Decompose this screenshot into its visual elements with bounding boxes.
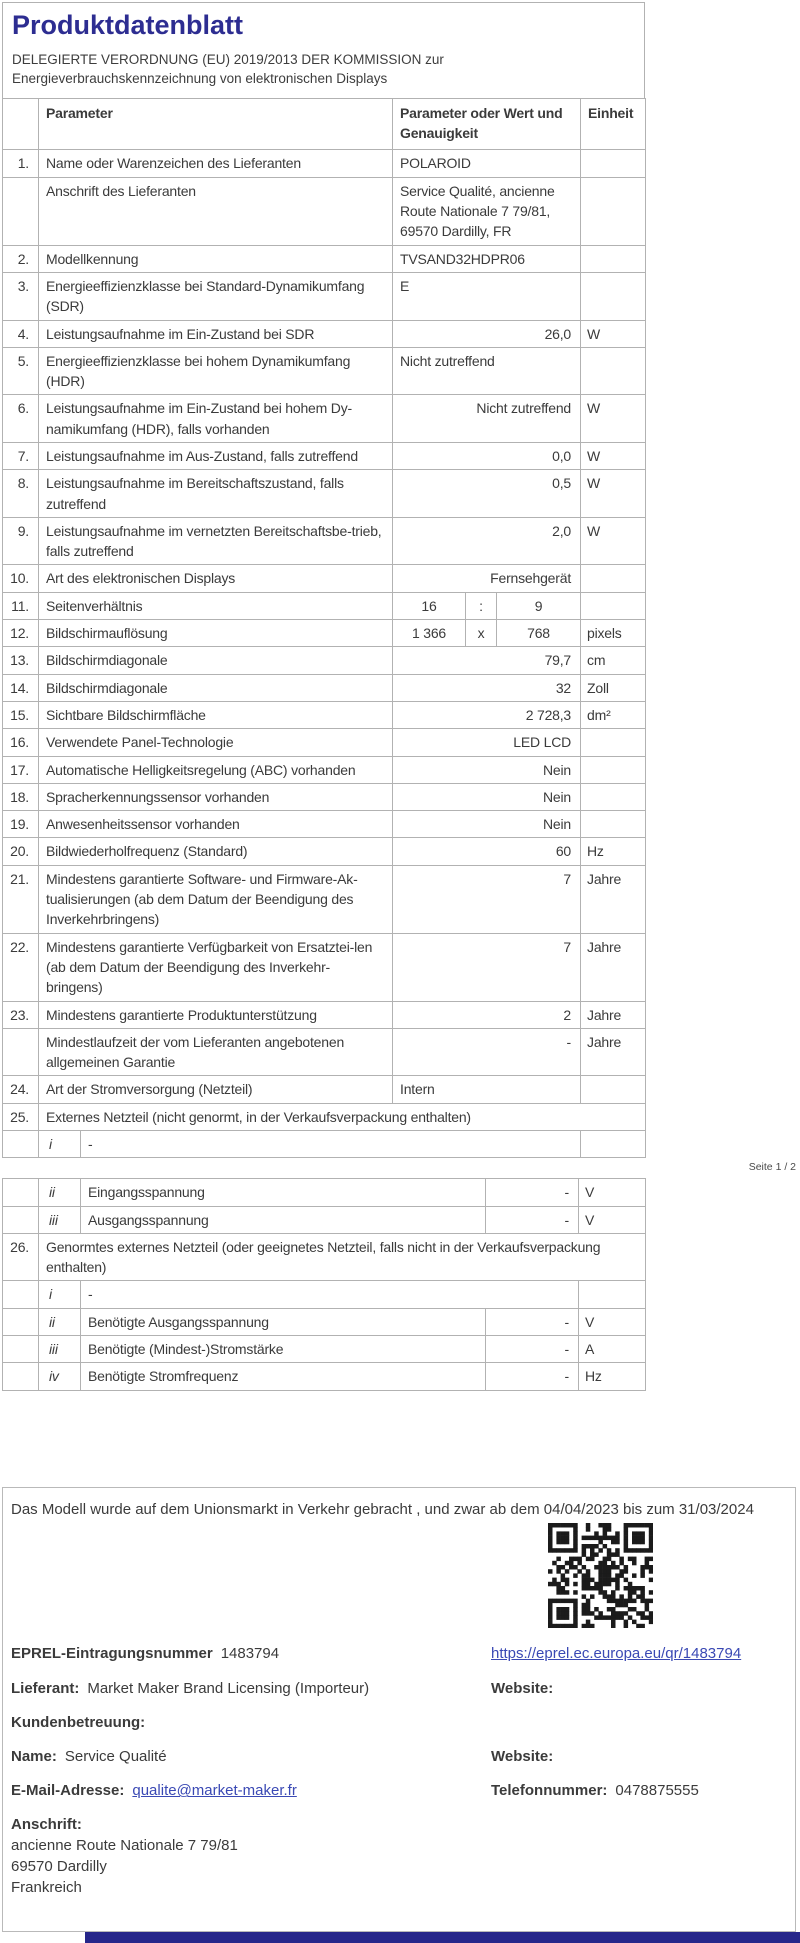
table-row	[3, 517, 646, 565]
row-number	[3, 1308, 39, 1335]
row-unit: V	[579, 1206, 646, 1233]
row-number: 8.	[3, 470, 39, 518]
row-roman: ii	[39, 1179, 81, 1206]
row-number: 14.	[3, 674, 39, 701]
row-unit: W	[581, 470, 646, 518]
anschrift-label: Anschrift:	[11, 1815, 82, 1833]
row-number: 25.	[3, 1103, 39, 1130]
row-number: 24.	[3, 1076, 39, 1103]
row-value: -	[486, 1363, 579, 1390]
table-row	[3, 1206, 646, 1233]
name-row	[11, 1746, 783, 1767]
row-value: -	[393, 1028, 581, 1076]
table-row	[3, 701, 646, 728]
website-label: Website:	[491, 1680, 554, 1698]
table-row	[3, 442, 646, 469]
row-number: 19.	[3, 811, 39, 838]
table-row	[3, 756, 646, 783]
row-unit: W	[581, 320, 646, 347]
row-label: Ausgangsspannung	[81, 1206, 486, 1233]
row-label: Name oder Warenzeichen des Lieferanten	[39, 150, 393, 177]
row-number: 17.	[3, 756, 39, 783]
page-subtitle: DELEGIERTE VERORDNUNG (EU) 2019/2013 DER KOMMISSION zur Energieverbrauchskennzeichnung von elektronischen Displays	[12, 52, 444, 86]
row-label: Benötigte (Mindest-)Stromstärke	[81, 1336, 486, 1363]
table-row	[3, 395, 646, 443]
row-unit: cm	[581, 647, 646, 674]
email-cell	[11, 1780, 491, 1803]
row-unit	[581, 592, 646, 619]
row-value: 0,5	[393, 470, 581, 518]
row-unit: V	[579, 1308, 646, 1335]
qr-code	[548, 1523, 653, 1628]
row-label: Genormtes externes Netzteil (oder geeignetes Netzteil, falls nicht in der Verkaufsverpackung enthalten)	[39, 1233, 646, 1281]
table-row	[3, 1103, 646, 1130]
row-unit: dm²	[581, 701, 646, 728]
row-value: 7	[393, 865, 581, 933]
address-line: 69570 Dardilly	[11, 1857, 107, 1875]
row-number: 5.	[3, 347, 39, 395]
eprel-label: EPREL-Eintragungsnummer	[11, 1644, 213, 1662]
row-value: Fernsehgerät	[393, 565, 581, 592]
row-unit: W	[581, 442, 646, 469]
row-value: Nicht zutreffend	[393, 395, 581, 443]
row-value: 1 366	[393, 620, 466, 647]
address-line: ancienne Route Nationale 7 79/81	[11, 1836, 238, 1854]
row-unit	[581, 347, 646, 395]
document-header	[2, 2, 645, 98]
table-row	[3, 1308, 646, 1335]
name-label: Name:	[11, 1748, 57, 1766]
table-row	[3, 838, 646, 865]
row-number	[3, 177, 39, 245]
row-value: Intern	[393, 1076, 581, 1103]
anschrift-block	[11, 1814, 783, 1898]
row-unit	[581, 272, 646, 320]
kundenbetreuung-cell	[11, 1712, 491, 1733]
row-roman: i	[39, 1281, 81, 1308]
row-unit: pixels	[581, 620, 646, 647]
market-statement: Das Modell wurde auf dem Unionsmarkt in Verkehr gebracht , und zwar ab dem 04/04/2023 bis zum 31/03/2024	[11, 1501, 754, 1518]
row-value: 0,0	[393, 442, 581, 469]
table-row	[3, 647, 646, 674]
eprel-link-cell	[491, 1643, 783, 1666]
table-row	[3, 620, 646, 647]
row-unit	[581, 811, 646, 838]
row-value: 79,7	[393, 647, 581, 674]
page-marker: Seite 1 / 2	[748, 1161, 796, 1174]
row-value: Nein	[393, 783, 581, 810]
row-unit	[581, 1076, 646, 1103]
row-unit: Jahre	[581, 865, 646, 933]
website-cell	[491, 1678, 783, 1699]
row-number: 11.	[3, 592, 39, 619]
row-label: Anwesenheitssensor vorhanden	[39, 811, 393, 838]
row-label: Eingangsspannung	[81, 1179, 486, 1206]
row-label: Leistungsaufnahme im Ein-Zustand bei hohem Dy-namikumfang (HDR), falls vorhanden	[39, 395, 393, 443]
document	[0, 2, 800, 1896]
row-label: Mindestens garantierte Verfügbarkeit von Ersatztei-len (ab dem Datum der Beendigung des Inverkehr-bringens)	[39, 933, 393, 1001]
row-roman: iii	[39, 1206, 81, 1233]
row-label: Mindestens garantierte Software- und Firmware-Ak-tualisierungen (ab dem Datum der Beendigung des Inverkehrbringens)	[39, 865, 393, 933]
row-value: LED LCD	[393, 729, 581, 756]
row-value: 2 728,3	[393, 701, 581, 728]
row-value: 26,0	[393, 320, 581, 347]
eprel-link[interactable]: https://eprel.ec.europa.eu/qr/1483794	[491, 1644, 742, 1662]
website-label: Website:	[491, 1748, 554, 1766]
table-row	[3, 565, 646, 592]
lieferant-label: Lieferant:	[11, 1680, 80, 1698]
name-cell	[11, 1746, 491, 1767]
table-row	[3, 1363, 646, 1390]
row-value: 2	[393, 1001, 581, 1028]
table-row	[3, 592, 646, 619]
row-number	[3, 1179, 39, 1206]
row-unit: Hz	[579, 1363, 646, 1390]
row-label: Leistungsaufnahme im vernetzten Bereitschaftsbe-trieb, falls zutreffend	[39, 517, 393, 565]
row-number: 4.	[3, 320, 39, 347]
row-number: 23.	[3, 1001, 39, 1028]
row-label: Mindestlaufzeit der vom Lieferanten angebotenen allgemeinen Garantie	[39, 1028, 393, 1076]
row-roman: iii	[39, 1336, 81, 1363]
row-unit	[579, 1281, 646, 1308]
row-separator: :	[466, 592, 497, 619]
row-unit: W	[581, 395, 646, 443]
row-separator: x	[466, 620, 497, 647]
row-label: -	[81, 1131, 581, 1158]
phone-value: 0478875555	[615, 1782, 699, 1800]
table-row	[3, 245, 646, 272]
row-label: Automatische Helligkeitsregelung (ABC) vorhanden	[39, 756, 393, 783]
eprel-row	[11, 1643, 783, 1666]
row-unit: Jahre	[581, 1028, 646, 1076]
header-value: Parameter oder Wert und Genauigkeit	[393, 98, 581, 150]
row-roman: iv	[39, 1363, 81, 1390]
parameter-table-page1	[2, 98, 646, 1158]
row-unit	[581, 729, 646, 756]
table-row	[3, 1336, 646, 1363]
table-row	[3, 320, 646, 347]
row-number: 16.	[3, 729, 39, 756]
row-label: Seitenverhältnis	[39, 592, 393, 619]
row-unit	[581, 1131, 646, 1158]
row-unit: W	[581, 517, 646, 565]
row-roman: i	[39, 1131, 81, 1158]
phone-cell	[491, 1780, 783, 1801]
row-label: Art des elektronischen Displays	[39, 565, 393, 592]
row-roman: ii	[39, 1308, 81, 1335]
table-row	[3, 674, 646, 701]
lieferant-cell	[11, 1678, 491, 1699]
row-value: -	[486, 1206, 579, 1233]
row-number	[3, 1028, 39, 1076]
row-unit: Hz	[581, 838, 646, 865]
header-parameter: Parameter	[39, 98, 393, 150]
row-value: 9	[497, 592, 581, 619]
table-row	[3, 783, 646, 810]
row-number: 12.	[3, 620, 39, 647]
row-number: 18.	[3, 783, 39, 810]
table-row	[3, 272, 646, 320]
address-line: Frankreich	[11, 1878, 82, 1896]
row-value: 60	[393, 838, 581, 865]
table-row	[3, 1233, 646, 1281]
row-value: -	[486, 1336, 579, 1363]
row-value: TVSAND32HDPR06	[393, 245, 581, 272]
table-row	[3, 150, 646, 177]
row-number: 15.	[3, 701, 39, 728]
eprel-number: 1483794	[220, 1644, 280, 1662]
table-row	[3, 1281, 646, 1308]
row-label: Verwendete Panel-Technologie	[39, 729, 393, 756]
table-row	[3, 347, 646, 395]
row-number: 10.	[3, 565, 39, 592]
row-label: -	[81, 1281, 579, 1308]
lieferant-value: Market Maker Brand Licensing (Importeur)	[87, 1680, 370, 1698]
row-unit	[581, 245, 646, 272]
row-label: Bildschirmdiagonale	[39, 674, 393, 701]
table-row	[3, 177, 646, 245]
row-number: 3.	[3, 272, 39, 320]
row-number: 20.	[3, 838, 39, 865]
row-label: Benötigte Stromfrequenz	[81, 1363, 486, 1390]
table-row	[3, 1076, 646, 1103]
row-unit	[581, 150, 646, 177]
header-unit: Einheit	[581, 98, 646, 150]
parameter-table-page2	[2, 1178, 646, 1390]
table2-body	[3, 1179, 646, 1390]
table-row	[3, 865, 646, 933]
table1-body	[3, 150, 646, 1158]
row-unit: Zoll	[581, 674, 646, 701]
table-row	[3, 470, 646, 518]
row-number: 7.	[3, 442, 39, 469]
table-row	[3, 1001, 646, 1028]
table-header-row	[3, 98, 646, 150]
row-label: Benötigte Ausgangsspannung	[81, 1308, 486, 1335]
row-number: 13.	[3, 647, 39, 674]
row-label: Modellkennung	[39, 245, 393, 272]
row-value: Nein	[393, 756, 581, 783]
row-value: 2,0	[393, 517, 581, 565]
row-number: 9.	[3, 517, 39, 565]
row-label: Mindestens garantierte Produktunterstützung	[39, 1001, 393, 1028]
website2-cell	[491, 1746, 783, 1767]
row-value: -	[486, 1179, 579, 1206]
row-value: 32	[393, 674, 581, 701]
table-row	[3, 1131, 646, 1158]
table-row	[3, 933, 646, 1001]
row-number: 26.	[3, 1233, 39, 1281]
row-value: 7	[393, 933, 581, 1001]
row-unit: Jahre	[581, 1001, 646, 1028]
supplier-info-box	[2, 1487, 796, 1932]
row-number	[3, 1281, 39, 1308]
bottom-blue-bar	[85, 1932, 800, 1943]
row-label: Art der Stromversorgung (Netzteil)	[39, 1076, 393, 1103]
row-label: Bildschirmdiagonale	[39, 647, 393, 674]
row-value: Nicht zutreffend	[393, 347, 581, 395]
row-unit: Jahre	[581, 933, 646, 1001]
row-number	[3, 1363, 39, 1390]
page-title: Produktdatenblatt	[12, 10, 244, 40]
row-label: Bildwiederholfrequenz (Standard)	[39, 838, 393, 865]
name-value: Service Qualité	[64, 1748, 167, 1766]
row-value: POLAROID	[393, 150, 581, 177]
row-unit: A	[579, 1336, 646, 1363]
row-value: Service Qualité, ancienne Route Nationale 7 79/81, 69570 Dardilly, FR	[393, 177, 581, 245]
row-number: 22.	[3, 933, 39, 1001]
row-label: Bildschirmauflösung	[39, 620, 393, 647]
table-row	[3, 729, 646, 756]
row-label: Spracherkennungssensor vorhanden	[39, 783, 393, 810]
row-label: Energieeffizienzklasse bei Standard-Dynamikumfang (SDR)	[39, 272, 393, 320]
qr-row	[11, 1523, 783, 1630]
row-number	[3, 1131, 39, 1158]
row-value: 16	[393, 592, 466, 619]
row-value: E	[393, 272, 581, 320]
row-value: Nein	[393, 811, 581, 838]
table-row	[3, 811, 646, 838]
row-label: Sichtbare Bildschirmfläche	[39, 701, 393, 728]
table-row	[3, 1028, 646, 1076]
email-row	[11, 1780, 783, 1803]
row-number: 21.	[3, 865, 39, 933]
row-label: Anschrift des Lieferanten	[39, 177, 393, 245]
email-label: E-Mail-Adresse:	[11, 1782, 125, 1800]
row-label: Leistungsaufnahme im Ein-Zustand bei SDR	[39, 320, 393, 347]
kundenbetreuung-row	[11, 1712, 783, 1733]
row-label: Leistungsaufnahme im Bereitschaftszustand, falls zutreffend	[39, 470, 393, 518]
row-number: 1.	[3, 150, 39, 177]
row-unit	[581, 177, 646, 245]
row-number	[3, 1206, 39, 1233]
eprel-cell	[11, 1643, 491, 1664]
row-label: Externes Netzteil (nicht genormt, in der Verkaufsverpackung enthalten)	[39, 1103, 646, 1130]
kundenbetreuung-label: Kundenbetreuung:	[11, 1714, 146, 1732]
phone-label: Telefonnummer:	[491, 1782, 608, 1800]
row-number: 2.	[3, 245, 39, 272]
row-value: -	[486, 1308, 579, 1335]
table-row	[3, 1179, 646, 1206]
header-number-cell	[3, 98, 39, 150]
row-value: 768	[497, 620, 581, 647]
row-unit	[581, 565, 646, 592]
row-unit	[581, 756, 646, 783]
row-label: Leistungsaufnahme im Aus-Zustand, falls zutreffend	[39, 442, 393, 469]
row-number	[3, 1336, 39, 1363]
row-label: Energieeffizienzklasse bei hohem Dynamikumfang (HDR)	[39, 347, 393, 395]
row-number: 6.	[3, 395, 39, 443]
row-unit	[581, 783, 646, 810]
row-unit: V	[579, 1179, 646, 1206]
lieferant-row	[11, 1678, 783, 1699]
email-link[interactable]: qualite@market-maker.fr	[132, 1782, 297, 1800]
